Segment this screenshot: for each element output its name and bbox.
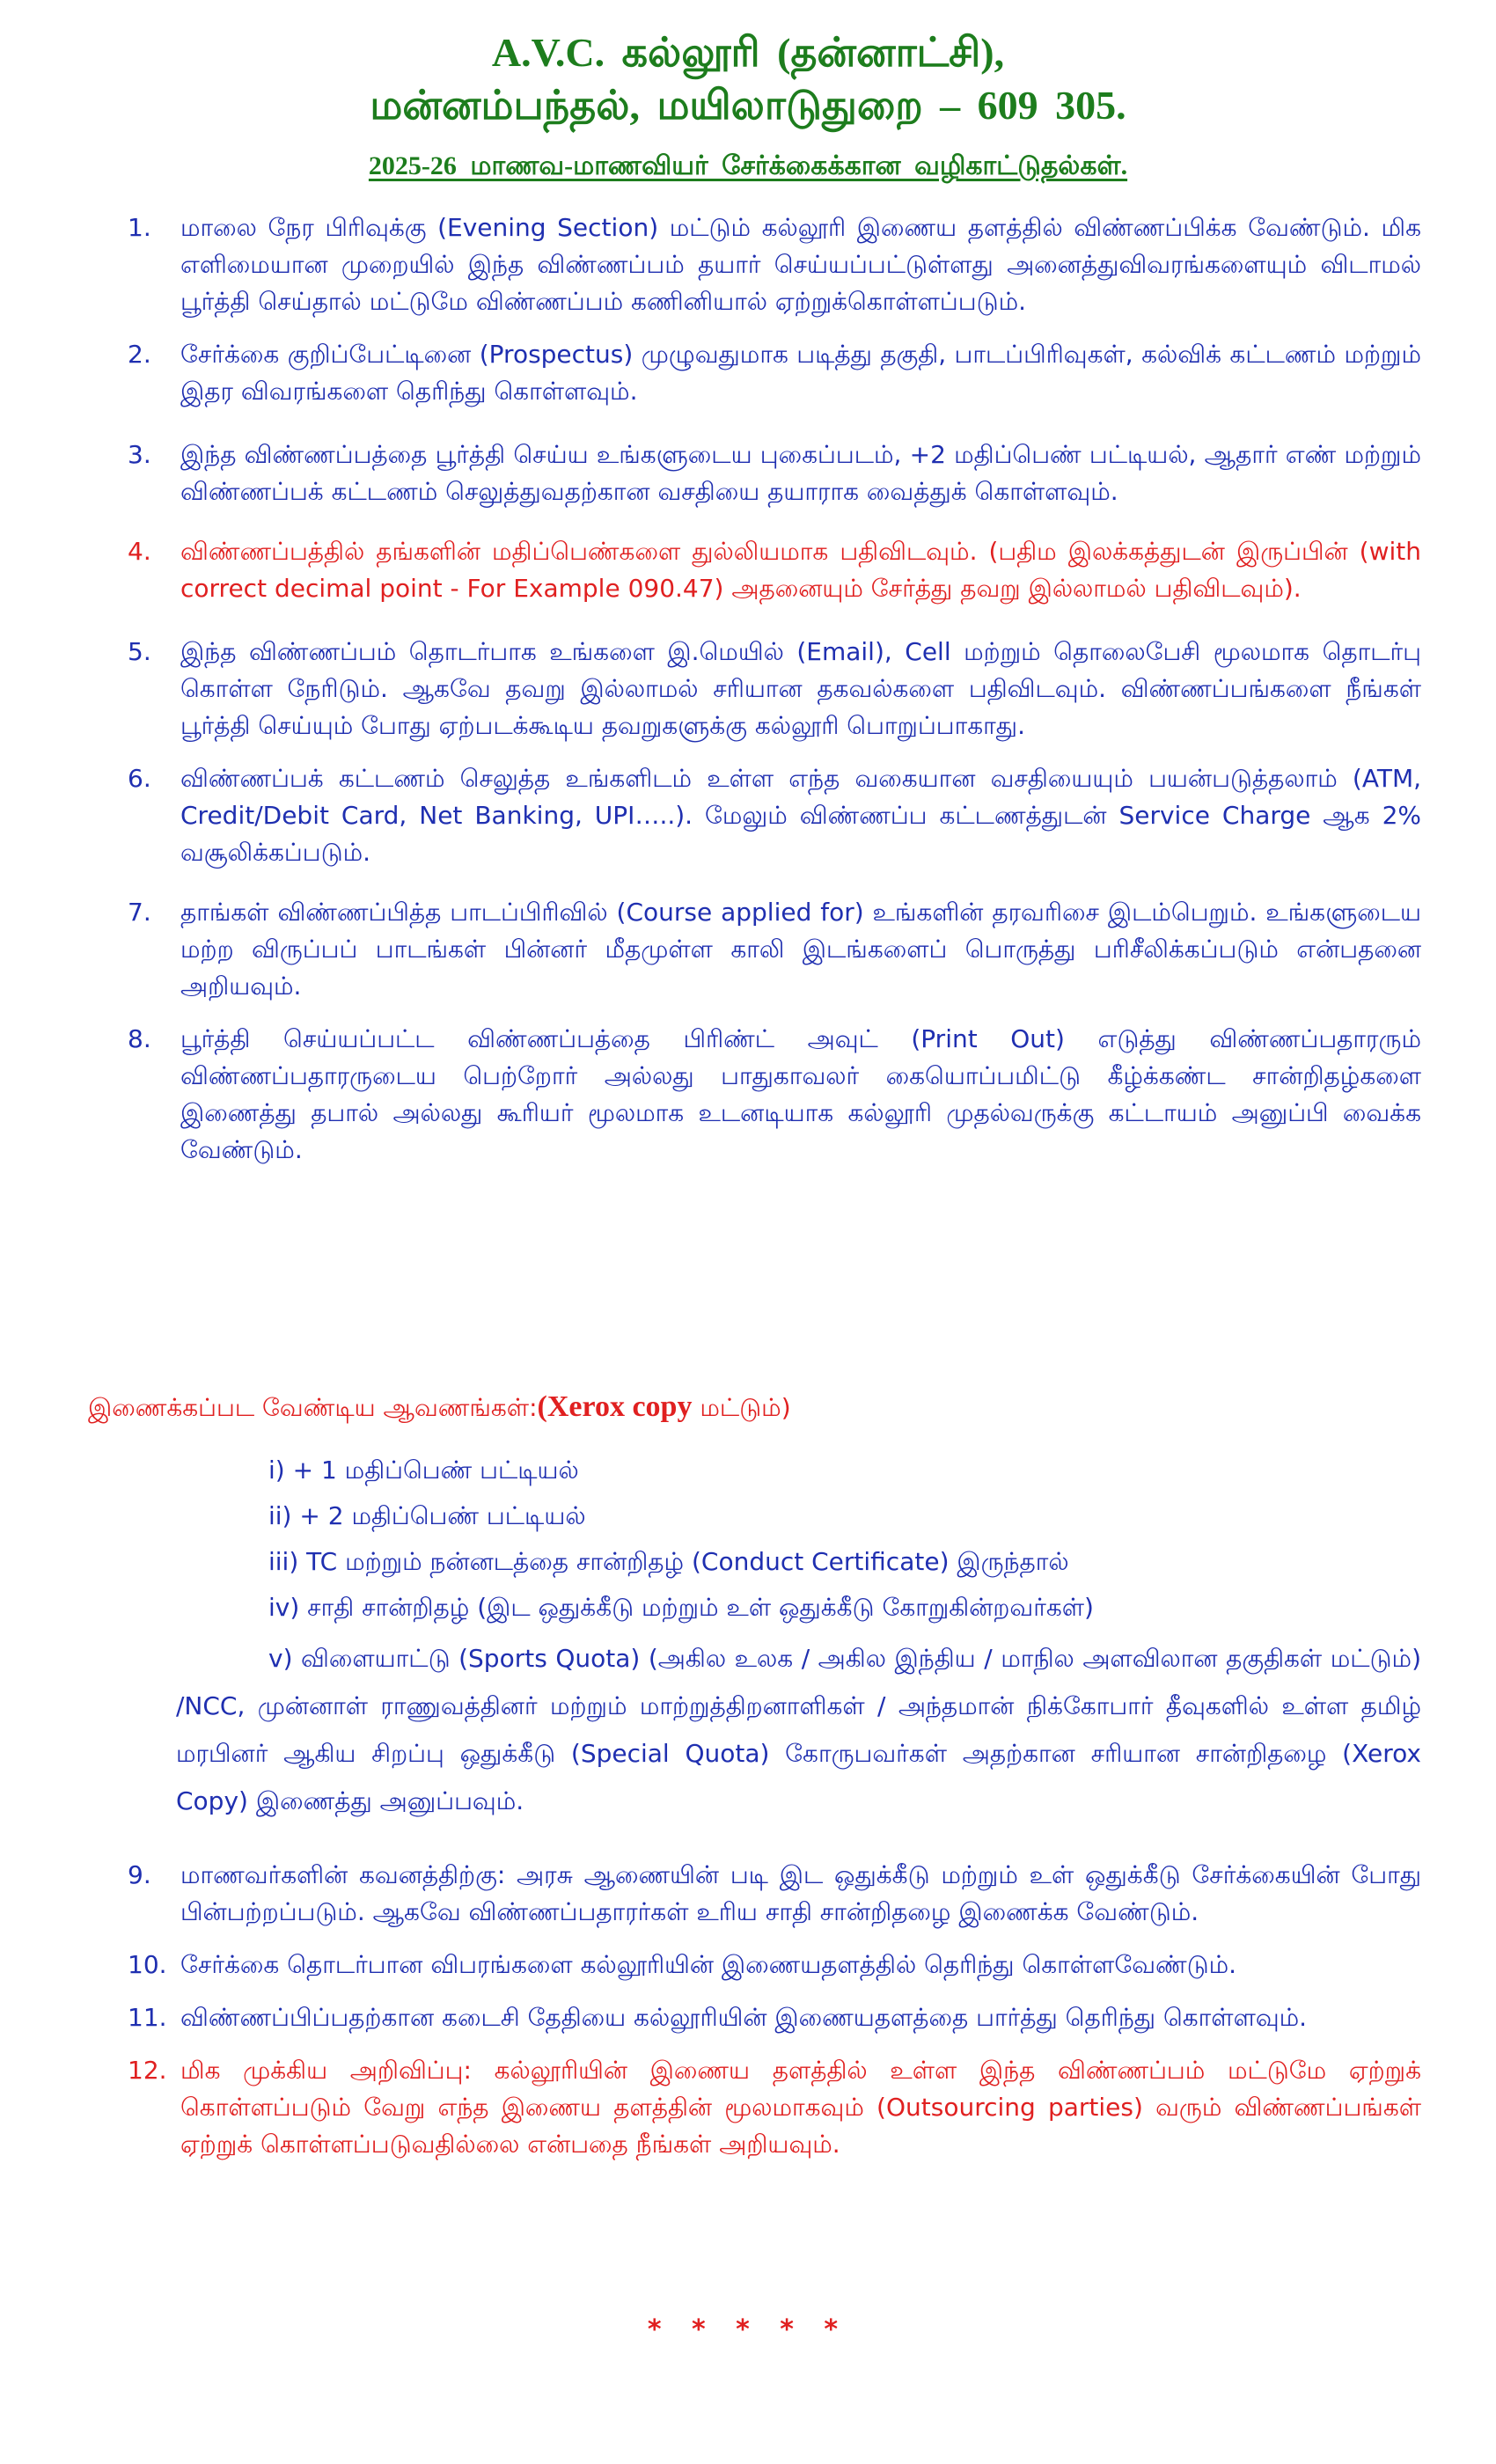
item-number: 6.	[128, 764, 151, 793]
guideline-item-7	[128, 894, 1421, 1005]
item-number: 11.	[128, 2003, 167, 2032]
guideline-item-6	[128, 760, 1421, 871]
documents-heading-xerox: (Xerox copy	[537, 1390, 693, 1423]
item-number: 9.	[128, 1860, 151, 1889]
document-item-special-quota: v) விளையாட்டு (Sports Quota) (அகில உலக / அகில இந்திய / மாநில அளவிலான தகுதிகள் மட்டும்) /NCC, முன்னாள் ராணுவத்தினர் மற்றும் மாற்றுத்திறனாளிகள் / அந்தமான் நிக்கோபார் தீவுகளில் உள்ள தமிழ் மரபினர் ஆகிய சிறப்பு ஒதுக்கீடு (Special Quota) கோருபவர்கள் அதற்கான சரியான சான்றிதழை (Xerox Copy) இணைத்து அனுப்பவும்.	[176, 1644, 1421, 1815]
item-text: விண்ணப்பத்தில் தங்களின் மதிப்பெண்களை துல்லியமாக பதிவிடவும். (பதிம இலக்கத்துடன் இருப்பின் (with correct decimal point - For Example 090.47) அதனையும் சேர்த்து தவறு இல்லாமல் பதிவிடவும்).	[180, 537, 1421, 603]
college-name: A.V.C. கல்லூரி (தன்னாட்சி),	[491, 30, 1005, 75]
documents-heading-text: இணைக்கப்பட வேண்டிய ஆவணங்கள்:	[88, 1393, 538, 1422]
item-text: மிக முக்கிய அறிவிப்பு: கல்லூரியின் இணைய தளத்தில் உள்ள இந்த விண்ணப்பம் மட்டுமே ஏற்றுக் கொள்ளப்படும் வேறு எந்த இணைய தளத்தின் மூலமாகவும் (Outsourcing parties) வரும் விண்ணப்பங்கள் ஏற்றுக் கொள்ளப்படுவதில்லை என்பதை நீங்கள் அறியவும்.	[180, 2056, 1421, 2159]
document-item: iii) TC மற்றும் நன்னடத்தை சான்றிதழ் (Conduct Certificate) இருந்தால்	[268, 1547, 1069, 1576]
guideline-item-4	[128, 533, 1421, 607]
item-text: விண்ணப்பிப்பதற்கான கடைசி தேதியை கல்லூரியின் இணையதளத்தை பார்த்து தெரிந்து கொள்ளவும்.	[180, 2003, 1308, 2032]
guidelines-list-top	[128, 209, 1421, 1184]
item-number: 12.	[128, 2056, 167, 2085]
documents-heading	[88, 1389, 791, 1426]
guideline-item-11	[128, 1999, 1421, 2036]
guidelines-list-bottom	[128, 1857, 1421, 2179]
guideline-item-8	[128, 1021, 1421, 1169]
item-text: சேர்க்கை குறிப்பேட்டினை (Prospectus) முழுவதுமாக படித்து தகுதி, பாடப்பிரிவுகள், கல்விக் கட்டணம் மற்றும் இதர விவரங்களை தெரிந்து கொள்ளவும்.	[180, 340, 1421, 406]
guideline-item-12	[128, 2052, 1421, 2163]
item-text: மாணவர்களின் கவனத்திற்கு: அரசு ஆணையின் படி இட ஒதுக்கீடு மற்றும் உள் ஒதுக்கீடு சேர்க்கையின் போது பின்பற்றப்படும். ஆகவே விண்ணப்பதாரர்கள் உரிய சாதி சான்றிதழை இணைக்க வேண்டும்.	[180, 1860, 1421, 1926]
item-text: இந்த விண்ணப்பத்தை பூர்த்தி செய்ய உங்களுடைய புகைப்படம், +2 மதிப்பெண் பட்டியல், ஆதார் எண் மற்றும் விண்ணப்பக் கட்டணம் செலுத்துவதற்கான வசதியை தயாராக வைத்துக் கொள்ளவும்.	[180, 440, 1421, 506]
footer-stars: * * * * *	[647, 2314, 849, 2345]
documents-heading-suffix: மட்டும்)	[692, 1393, 791, 1422]
item-text: பூர்த்தி செய்யப்பட்ட விண்ணப்பத்தை பிரிண்ட் அவுட் (Print Out) எடுத்து விண்ணப்பதாரரும் விண்ணப்பதாரருடைய பெற்றோர் அல்லது பாதுகாவலர் கையொப்பமிட்டு கீழ்க்கண்ட சான்றிதழ்களை இணைத்து தபால் அல்லது கூரியர் மூலமாக உடனடியாக கல்லூரி முதல்வருக்கு கட்டாயம் அனுப்பி வைக்க வேண்டும்.	[180, 1024, 1421, 1164]
documents-list	[176, 1452, 1421, 1825]
guideline-item-3	[128, 436, 1421, 510]
document-item: i) + 1 மதிப்பெண் பட்டியல்	[268, 1456, 579, 1485]
document-item: iv) சாதி சான்றிதழ் (இட ஒதுக்கீடு மற்றும் உள் ஒதுக்கீடு கோறுகின்றவர்கள்)	[268, 1593, 1094, 1622]
item-text: தாங்கள் விண்ணப்பித்த பாடப்பிரிவில் (Course applied for) உங்களின் தரவரிசை இடம்பெறும். உங்களுடைய மற்ற விருப்பப் பாடங்கள் பின்னர் மீதமுள்ள காலி இடங்களைப் பொருத்து பரிசீலிக்கப்படும் என்பதனை அறியவும்.	[180, 898, 1421, 1001]
item-number: 7.	[128, 898, 151, 927]
item-number: 3.	[128, 440, 151, 469]
item-text: இந்த விண்ணப்பம் தொடர்பாக உங்களை இ.மெயில் (Email), Cell மற்றும் தொலைபேசி மூலமாக தொடர்பு கொள்ள நேரிடும். ஆகவே தவறு இல்லாமல் சரியான தகவல்களை பதிவிடவும். விண்ணப்பங்களை நீங்கள் பூர்த்தி செய்யும் போது ஏற்படக்கூடிய தவறுகளுக்கு கல்லூரி பொறுப்பாகாது.	[180, 637, 1421, 740]
item-number: 5.	[128, 637, 151, 666]
item-number: 1.	[128, 213, 151, 242]
item-number: 4.	[128, 537, 151, 566]
document-subtitle: 2025-26 மாணவ-மாணவியர் சேர்க்கைக்கான வழிகாட்டுதல்கள்.	[368, 151, 1128, 180]
item-text: சேர்க்கை தொடர்பான விபரங்களை கல்லூரியின் இணையதளத்தில் தெரிந்து கொள்ளவேண்டும்.	[180, 1950, 1237, 1979]
document-item: ii) + 2 மதிப்பெண் பட்டியல்	[268, 1501, 586, 1530]
item-number: 10.	[128, 1950, 167, 1979]
guideline-item-9	[128, 1857, 1421, 1931]
guideline-item-1	[128, 209, 1421, 320]
college-address: மன்னம்பந்தல், மயிலாடுதுறை – 609 305.	[370, 83, 1126, 128]
item-number: 2.	[128, 340, 151, 369]
item-number: 8.	[128, 1024, 151, 1053]
header	[0, 26, 1496, 185]
item-text: மாலை நேர பிரிவுக்கு (Evening Section) மட்டும் கல்லூரி இணைய தளத்தில் விண்ணப்பிக்க வேண்டும். மிக எளிமையான முறையில் இந்த விண்ணப்பம் தயார் செய்யப்பட்டுள்ளது அனைத்துவிவரங்களையும் விடாமல் பூர்த்தி செய்தால் மட்டுமே விண்ணப்பம் கணினியால் ஏற்றுக்கொள்ளப்படும்.	[180, 213, 1421, 316]
guideline-item-2	[128, 336, 1421, 410]
guideline-item-10	[128, 1947, 1421, 1984]
guideline-item-5	[128, 634, 1421, 744]
item-text: விண்ணப்பக் கட்டணம் செலுத்த உங்களிடம் உள்ள எந்த வகையான வசதியையும் பயன்படுத்தலாம் (ATM, Credit/Debit Card, Net Banking, UPI…..). மேலும் விண்ணப்ப கட்டணத்துடன் Service Charge ஆக 2% வசூலிக்கப்படும்.	[180, 764, 1421, 867]
